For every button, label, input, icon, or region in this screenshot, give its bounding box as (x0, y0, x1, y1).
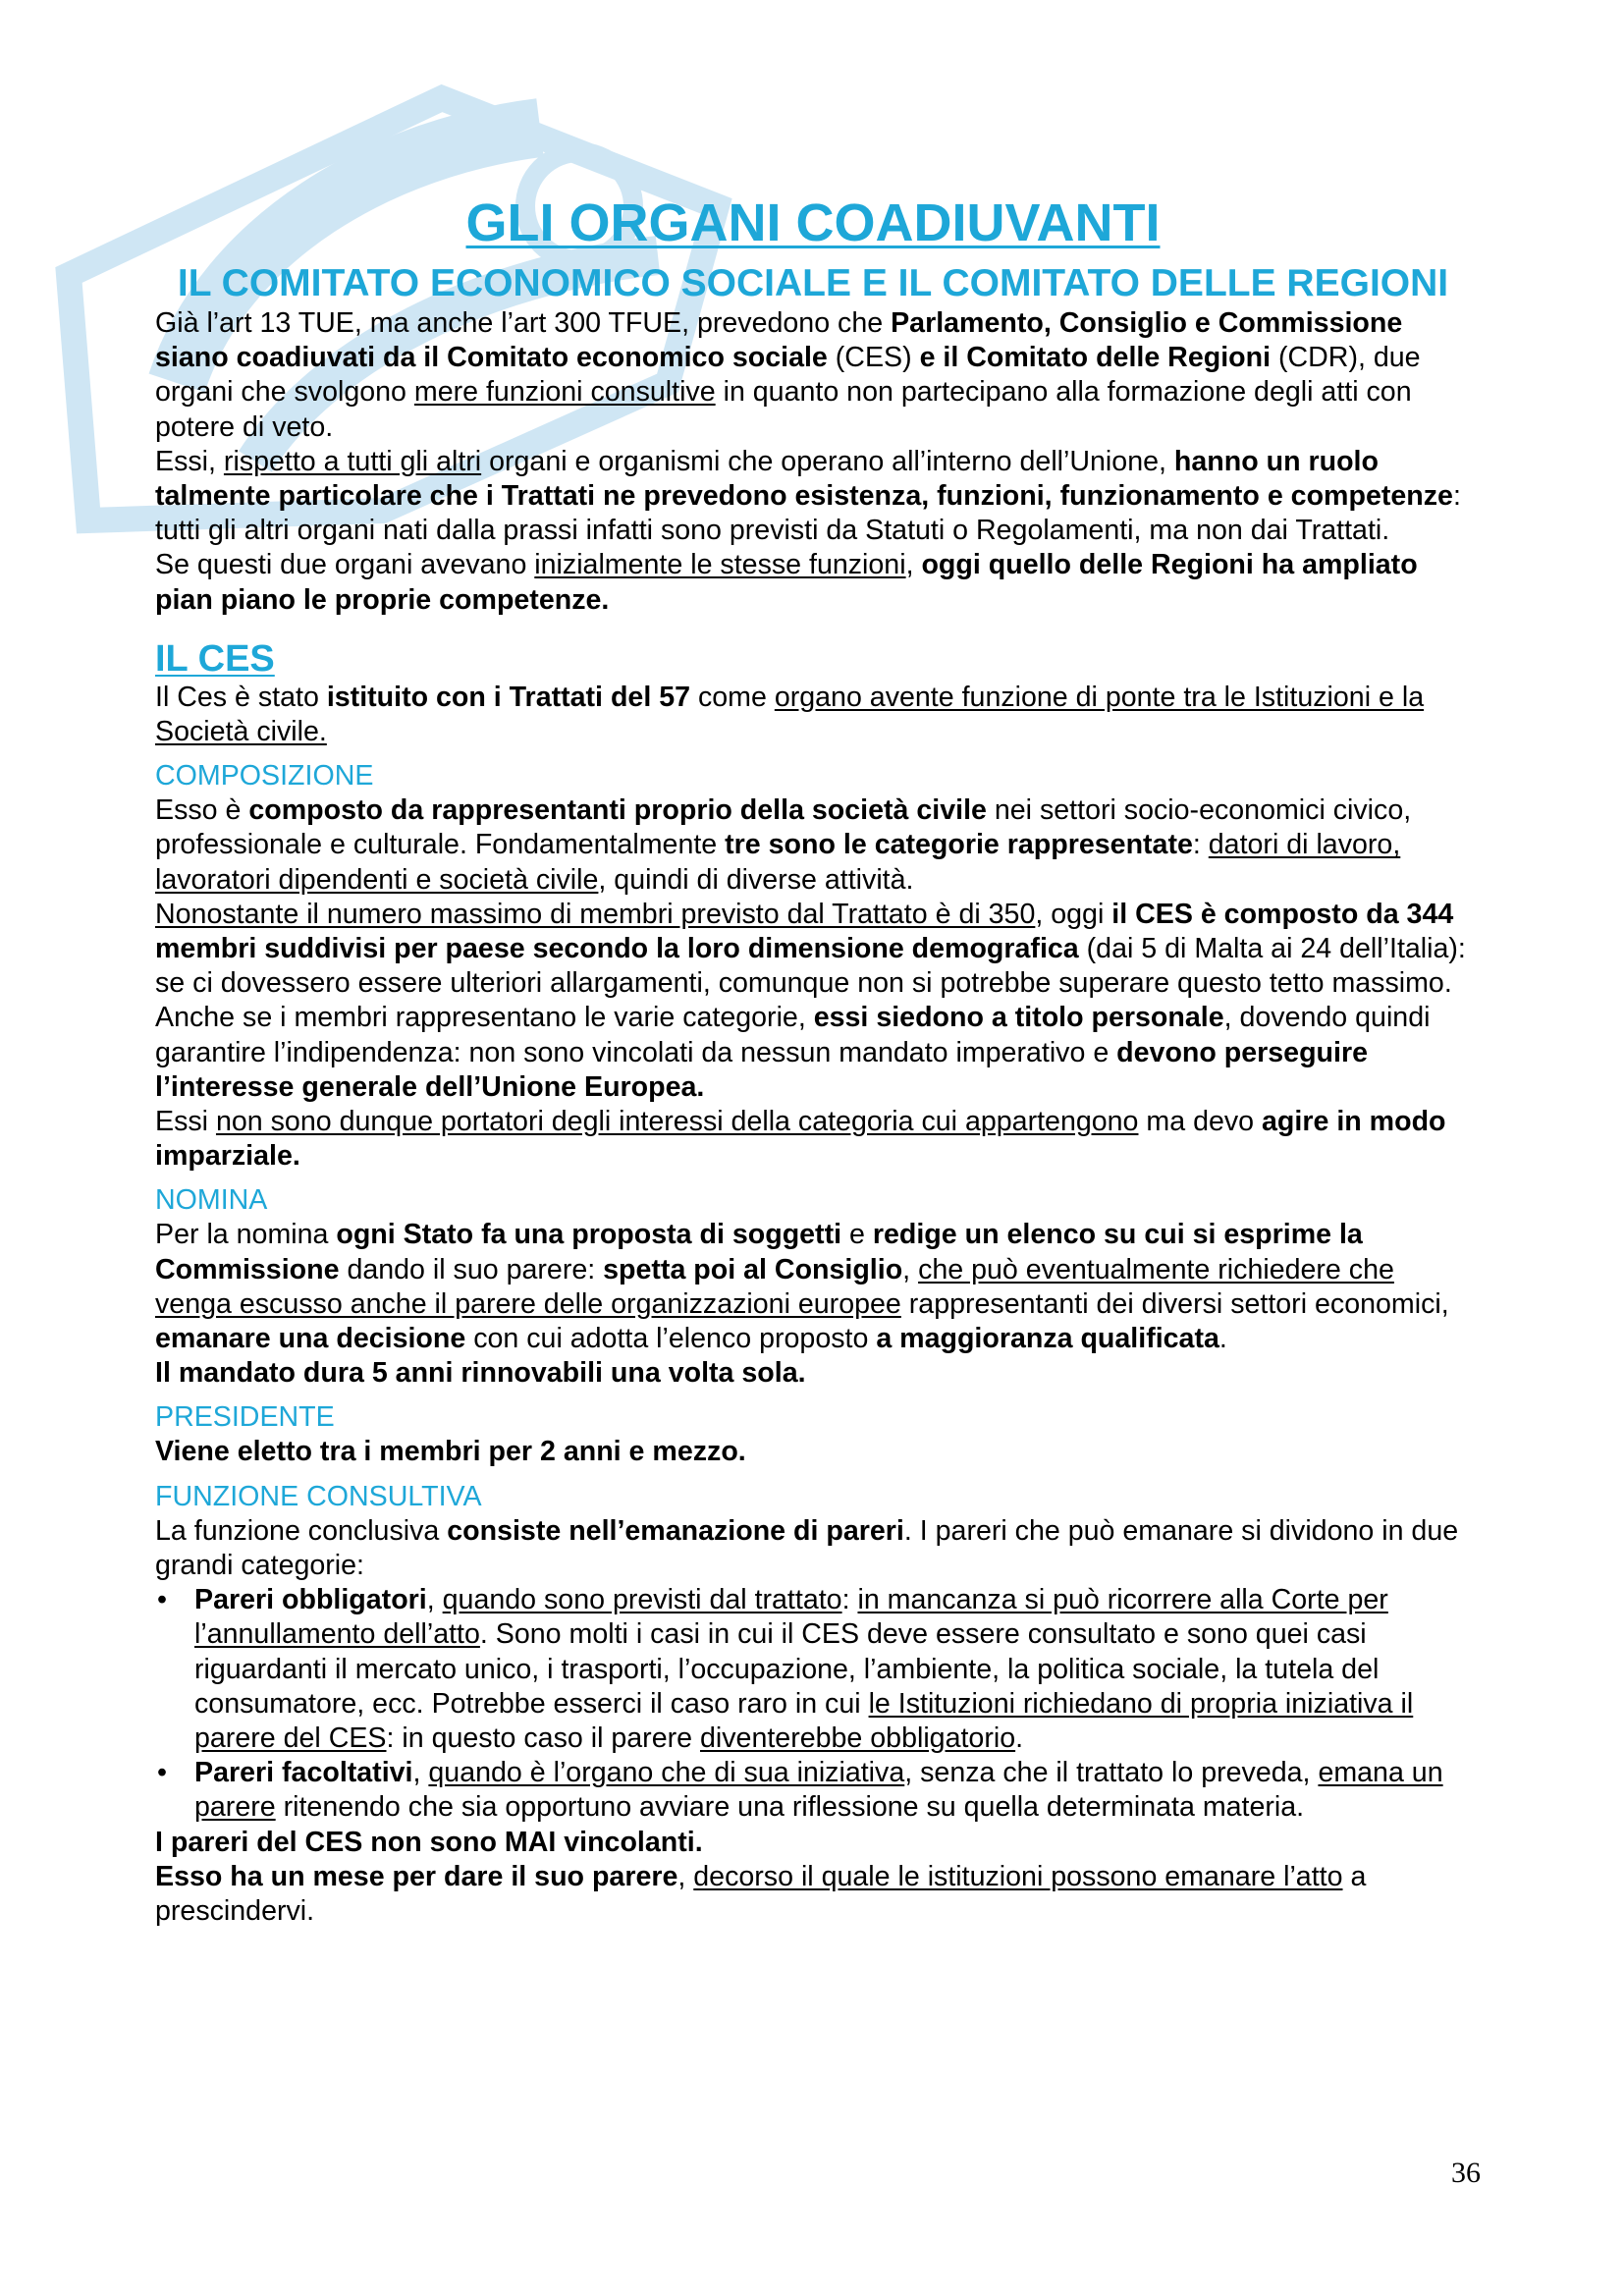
composizione-paragraph-3: Anche se i membri rappresentano le varie categorie, essi siedono a titolo personale, dovendo quindi garantire l’indipendenza: non sono vincolati da nessun mandato imperativo e devono perseguire l’interesse generale dell’Unione Europea. (155, 1002, 1431, 1103)
list-item-pareri-obbligatori: • Pareri obbligatori, quando sono previsti dal trattato: in mancanza si può ricorrere alla Corte per l’annullamento dell’atto. Sono molti i casi in cui il CES deve essere consultato e sono quei casi riguardanti il mercato unico, i trasporti, l’occupazione, l’ambiente, la politica sociale, la tutela del consumatore, ecc. Potrebbe esserci il caso raro in cui le Istituzioni richiedano di propria iniziativa il parere del CES: in questo caso il parere diventerebbe obbligatorio. (194, 1583, 1471, 1756)
subheading-presidente: PRESIDENTE (155, 1401, 335, 1434)
subheading-nomina: NOMINA (155, 1184, 268, 1217)
subheading-composizione: COMPOSIZIONE (155, 760, 374, 793)
funzione-paragraph-3: Esso ha un mese per dare il suo parere, decorso il quale le istituzioni possono emanare l’atto a prescindervi. (155, 1860, 1367, 1927)
composizione-paragraph-2: Nonostante il numero massimo di membri previsto dal Trattato è di 350, oggi il CES è composto da 344 membri suddivisi per paese secondo la loro dimensione demografica (dai 5 di Malta ai 24 dell’Italia): se ci dovessero essere ulteriori allargamenti, comunque non si potrebbe superare questo tetto massimo. (155, 898, 1466, 1000)
pareri-list (155, 1583, 1471, 1825)
list-item-pareri-facoltativi: • Pareri facoltativi, quando è l’organo che di sua iniziativa, senza che il trattato lo preveda, emana un parere ritenendo che sia opportuno avviare una riflessione su quella determinata materia. (194, 1756, 1471, 1825)
composizione-paragraph-1: Esso è composto da rappresentanti proprio della società civile nei settori socio-economici civico, professionale e culturale. Fondamentalmente tre sono le categorie rappresentate: datori di lavoro, lavoratori dipendenti e società civile, quindi di diverse attività. (155, 794, 1412, 896)
subheading-funzione-consultiva: FUNZIONE CONSULTIVA (155, 1480, 482, 1512)
page-number: 36 (1451, 2157, 1481, 2189)
nomina-paragraph-1: Per la nomina ogni Stato fa una proposta di soggetti e redige un elenco su cui si esprime la Commissione dando il suo parere: spetta poi al Consiglio, che può eventualmente richiedere che venga escusso anche il parere delle organizzazioni europee rappresentanti dei diversi settori economici, emanare una decisione con cui adotta l’elenco proposto a maggioranza qualificata. (155, 1219, 1449, 1355)
intro-paragraph-1: Già l’art 13 TUE, ma anche l’art 300 TFUE, prevedono che Parlamento, Consiglio e Commissione siano coadiuvati da il Comitato economico sociale (CES) e il Comitato delle Regioni (CDR), due organi che svolgono mere funzioni consultive in quanto non partecipano alla formazione degli atti con potere di veto. (155, 307, 1421, 443)
composizione-paragraph-4: Essi non sono dunque portatori degli interessi della categoria cui appartengono ma devo agire in modo imparziale. (155, 1106, 1446, 1173)
presidente-paragraph-1: Viene eletto tra i membri per 2 anni e mezzo. (155, 1436, 746, 1468)
page-title: GLI ORGANI COADIUVANTI (465, 193, 1161, 252)
intro-paragraph-2: Essi, rispetto a tutti gli altri organi e organismi che operano all’interno dell’Unione, hanno un ruolo talmente particolare che i Trattati ne prevedono esistenza, funzioni, funzionamento e competenze: tutti gli altri organi nati dalla prassi infatti sono previsti da Statuti o Regolamenti, ma non dai Trattati. (155, 445, 1461, 547)
nomina-paragraph-2: Il mandato dura 5 anni rinnovabili una volta sola. (155, 1357, 806, 1390)
funzione-paragraph-2: I pareri del CES non sono MAI vincolanti. (155, 1826, 703, 1858)
section-heading-ces: IL CES (155, 637, 275, 680)
ces-paragraph-1: Il Ces è stato istituito con i Trattati del 57 come organo avente funzione di ponte tra le Istituzioni e la Società civile. (155, 681, 1425, 748)
page-content (155, 191, 1471, 1929)
funzione-paragraph-1: La funzione conclusiva consiste nell’emanazione di pareri. I pareri che può emanare si dividono in due grandi categorie: (155, 1514, 1459, 1581)
intro-paragraph-3: Se questi due organi avevano inizialmente le stesse funzioni, oggi quello delle Regioni ha ampliato pian piano le proprie competenze. (155, 549, 1418, 616)
page-subtitle: IL COMITATO ECONOMICO SOCIALE E IL COMITATO DELLE REGIONI (177, 262, 1449, 304)
